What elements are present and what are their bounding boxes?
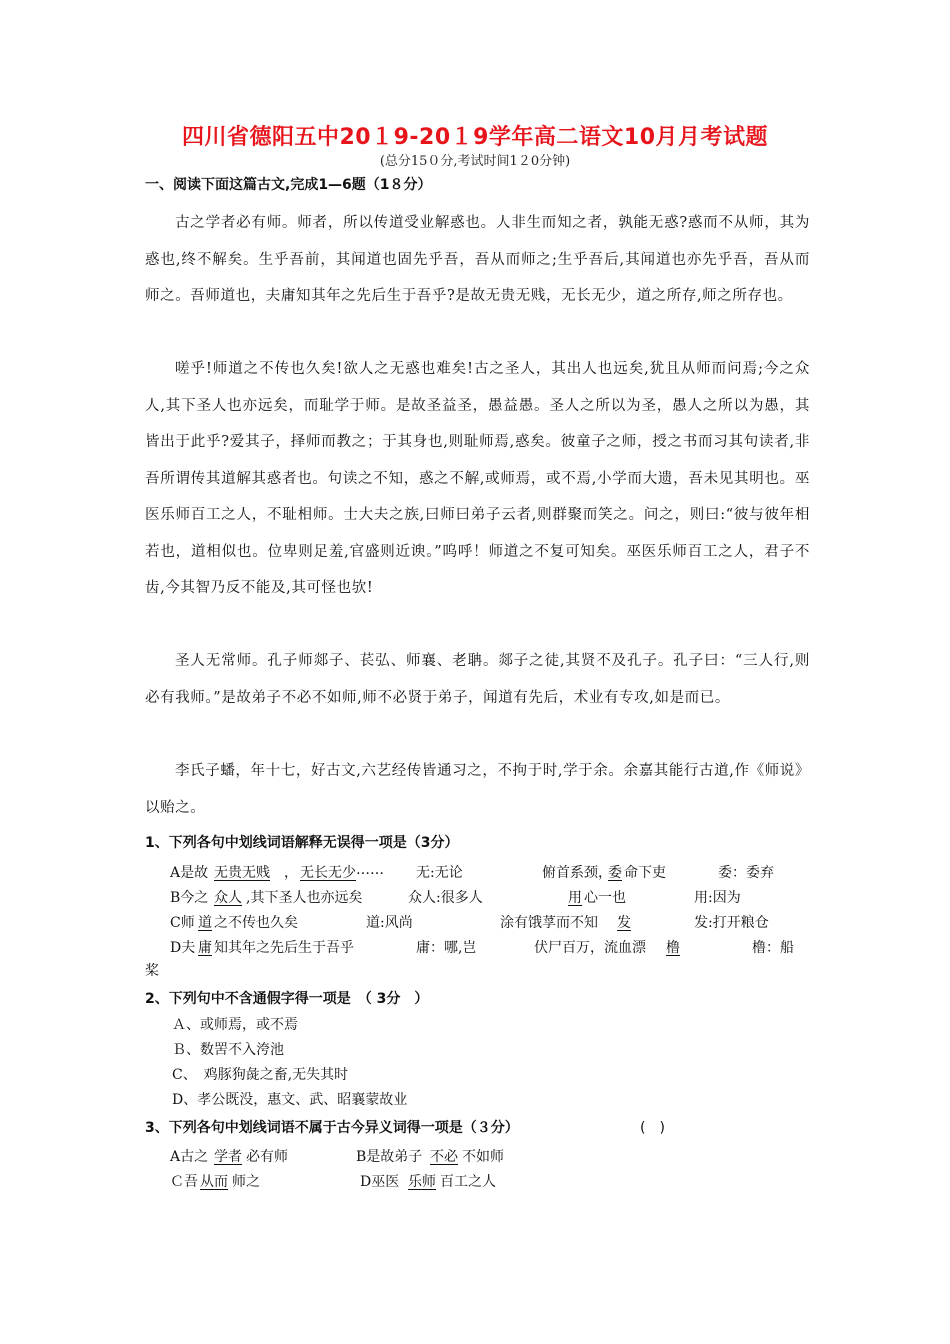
question-1-stem: 1、下列各句中划线词语解释无误得一项是（3分） — [145, 835, 459, 851]
q1-option-a: A是故 无贵无贱 ， 无长无少 …… 无:无论 俯首系颈， 委 命下吏 委：委弃 — [170, 862, 774, 881]
section-1-heading: 一、阅读下面这篇古文,完成1—6题（1８分） — [145, 177, 432, 193]
q3-options-row-2: Ｃ吾 从而 师之 D巫医 乐师 百工之人 — [170, 1174, 496, 1190]
q2-option-d: D、孝公既没，惠文、武、昭襄蒙故业 — [172, 1092, 408, 1108]
question-2-stem: 2、下列句中不含通假字得一项是 （ 3分 ） — [145, 991, 429, 1007]
passage-paragraph-1: 古之学者必有师。师者，所以传道受业解惑也。人非生而知之者，孰能无惑?惑而不从师，其为惑也,终不解矣。生乎吾前，其闻道也固先乎吾，吾从而师之;生乎吾后,其闻道也亦先乎吾，吾从而师之。吾师道也，夫庸知其年之先后生于吾乎?是故无贵无贱，无长无少，道之所存,师之所存也。 — [145, 215, 810, 304]
q1-option-d: D夫 庸 知其年之先后生于吾乎 庸：哪,岂 伏尸百万，流血漂 橹 橹：船 — [170, 940, 794, 956]
q2-option-a: Ａ、或师焉，或不焉 — [172, 1017, 298, 1033]
q3-answer-parentheses: ( ) — [640, 1120, 665, 1136]
q1-option-b: B今之 众人 ,其下圣人也亦远矣 众人:很多人 用 心一也 用:因为 — [170, 890, 741, 906]
passage-paragraph-3: 圣人无常师。孔子师郯子、苌弘、师襄、老聃。郯子之徒,其贤不及孔子。孔子曰：“三人行,则必有我师。”是故弟子不必不如师,师不必贤于弟子，闻道有先后，术业有专攻,如是而已。 — [145, 653, 810, 706]
passage-paragraph-4: 李氏子蟠，年十七，好古文,六艺经传皆通习之，不拘于时,学于余。余嘉其能行古道,作《师说》以贻之。 — [145, 763, 810, 816]
q2-option-b: Ｂ、数罟不入洿池 — [172, 1042, 284, 1058]
q3-options-row-1: A古之 学者 必有师 B是故弟子 不必 不如师 — [170, 1149, 504, 1165]
question-3-stem: 3、下列各句中划线词语不属于古今异义词得一项是（３分） — [145, 1120, 519, 1136]
passage-paragraph-2: 嗟乎!师道之不传也久矣!欲人之无惑也难矣!古之圣人，其出人也远矣,犹且从师而问焉;今之众人,其下圣人也亦远矣，而耻学于师。是故圣益圣，愚益愚。圣人之所以为圣，愚人之所以为愚，其皆出于此乎?爱其子，择师而教之；于其身也,则耻师焉,惑矣。彼童子之师，授之书而习其句读者,非吾所谓传其道解其惑者也。句读之不知，惑之不解,或师焉，或不焉,小学而大遗，吾未见其明也。巫医乐师百工之人，不耻相师。士大夫之族,曰师曰弟子云者,则群聚而笑之。问之，则曰:“彼与彼年相若也，道相似也。位卑则足羞,官盛则近谀。”呜呼！师道之不复可知矣。巫医乐师百工之人，君子不齿,今其智乃反不能及,其可怪也欤! — [145, 361, 810, 596]
q1-option-d-continued: 桨 — [145, 963, 159, 979]
page-subtitle: (总分15０分,考试时间1２0分钟) — [379, 154, 571, 169]
page-title: 四川省德阳五中20１9-20１9学年高二语文10月月考试题 — [181, 125, 769, 150]
q2-option-c: C、 鸡豚狗彘之畜,无失其时 — [172, 1067, 349, 1083]
q1-option-c: C师 道 之不传也久矣 道:风尚 涂有饿莩而不知 发 发:打开粮仓 — [170, 915, 769, 931]
